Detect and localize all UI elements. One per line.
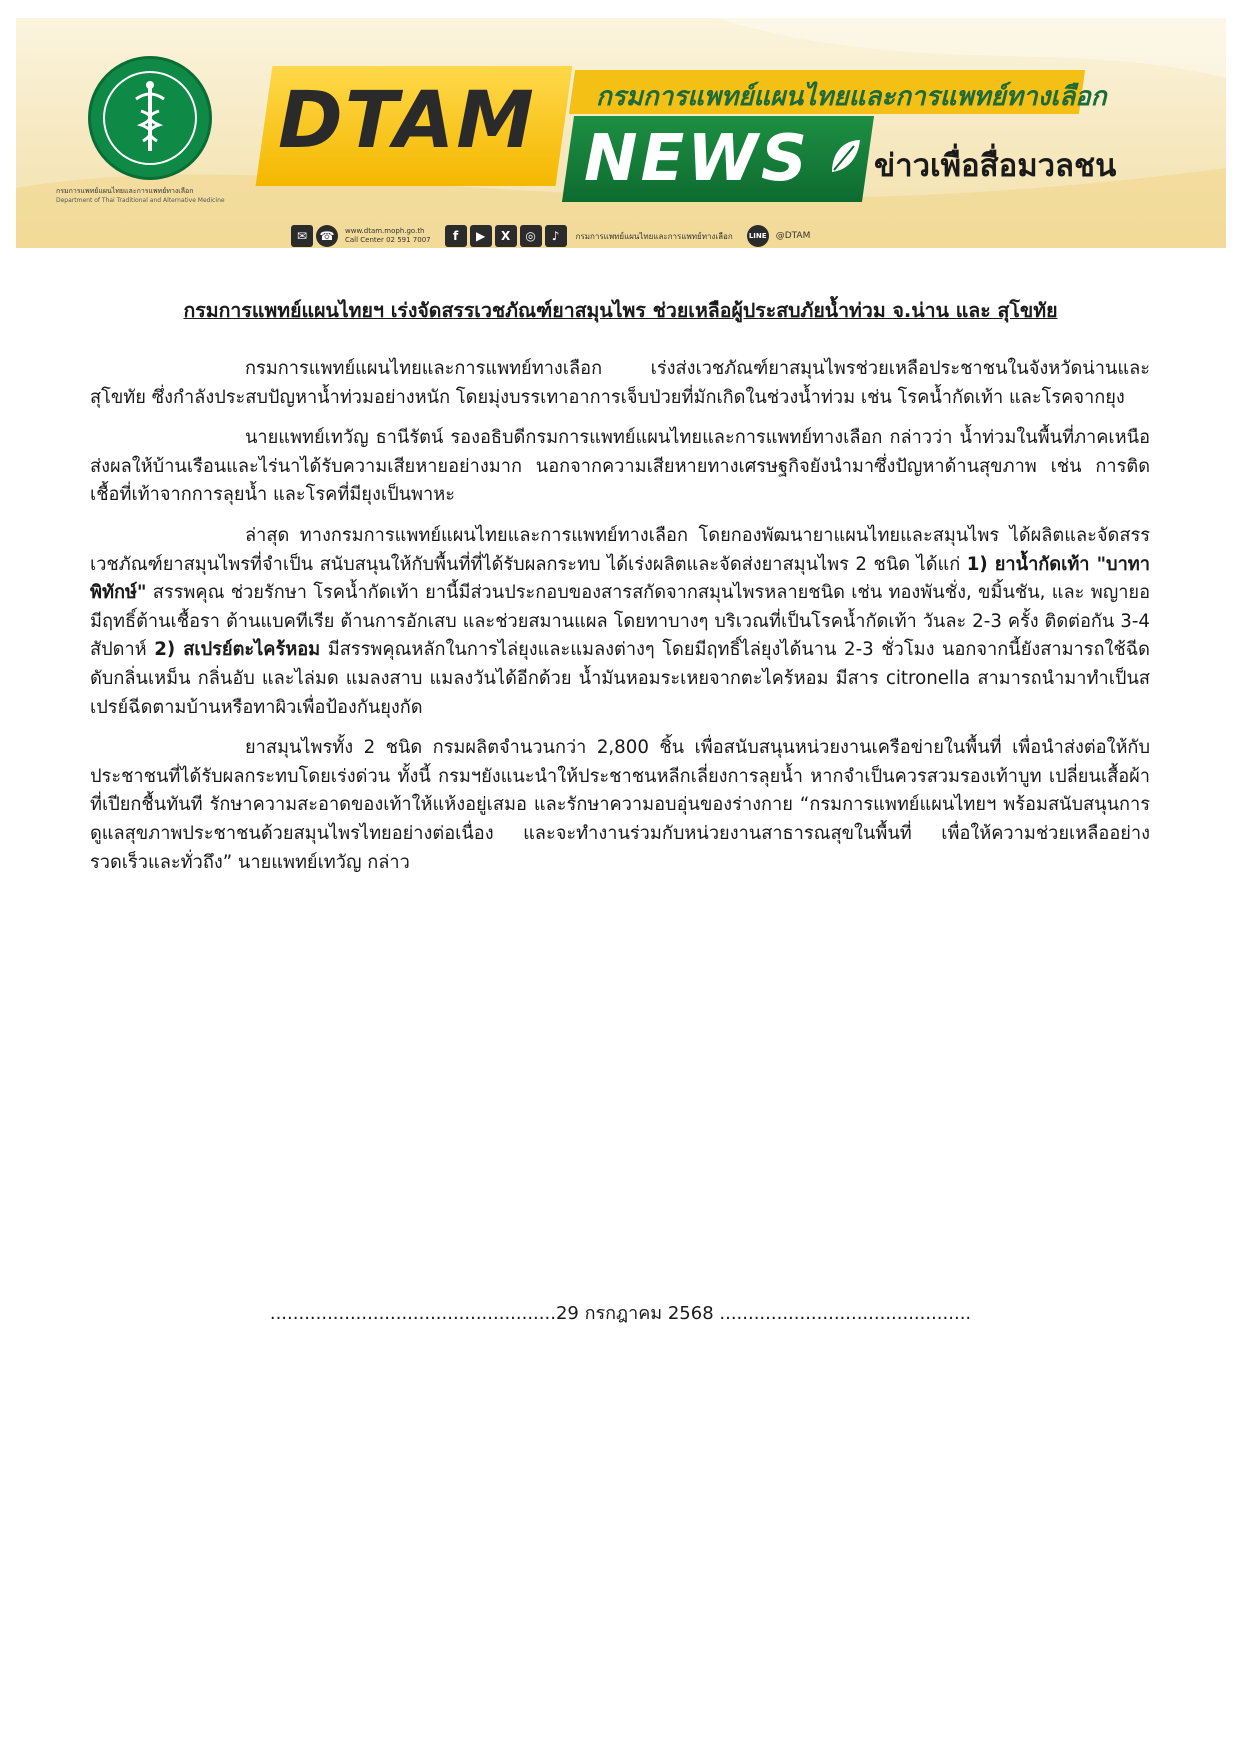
x-icon[interactable]: X bbox=[495, 225, 517, 247]
logo-caption-thai: กรมการแพทย์แผนไทยและการแพทย์ทางเลือก bbox=[56, 187, 194, 195]
call-center-text: Call Center 02 591 7007 bbox=[345, 236, 431, 244]
news-wordmark: NEWS bbox=[584, 122, 810, 196]
instagram-icon[interactable]: ◎ bbox=[520, 225, 542, 247]
phone-icon[interactable]: ☎ bbox=[316, 225, 338, 247]
mail-icon[interactable]: ✉ bbox=[291, 225, 313, 247]
contact-info bbox=[345, 227, 431, 245]
leaf-icon bbox=[828, 136, 862, 176]
product-1-description: สรรพคุณ ช่วยรักษา โรคน้ำกัดเท้า ยานี้มีส่วนประกอบของสารสกัดจากสมุนไพรหลายชนิด เช่น ทองพันชั่ง, ขมิ้นชัน, และ พญายอ มีฤทธิ์ต้านเชื้อรา ต้านแบคทีเรีย ต้านการอักเสบ และช่วยสมานแผล โดยทาบางๆ บริเวณที่เป็นโรคน้ำกัดเท้า วันละ 2-3 ครั้ง ติดต่อกัน 3-4 สัปดาห์ bbox=[90, 582, 1150, 661]
logo-caption-english: Department of Thai Traditional and Alternative Medicine bbox=[56, 197, 225, 204]
paragraph-3-intro: ล่าสุด ทางกรมการแพทย์แผนไทยและการแพทย์ทางเลือก โดยกองพัฒนายาแผนไทยและสมุนไพร ได้ผลิตและจัดสรรเวชภัณฑ์ยาสมุนไพรที่จำเป็น สนับสนุนให้กับพื้นที่ที่ได้รับผลกระทบ ได้เร่งผลิตและจัดส่งยาสมุนไพร 2 ชนิด ได้แก่ bbox=[90, 524, 1150, 575]
youtube-icon[interactable]: ▶ bbox=[470, 225, 492, 247]
dtam-wordmark: DTAM bbox=[278, 76, 536, 166]
product-1-name: 1) ยาน้ำกัดเท้า "บาทาพิทักษ์" bbox=[90, 553, 1150, 604]
paragraph-3 bbox=[90, 522, 1150, 722]
contact-row bbox=[291, 223, 810, 248]
caduceus-seal-icon bbox=[88, 56, 212, 180]
paragraph-1: กรมการแพทย์แผนไทยและการแพทย์ทางเลือก เร่งส่งเวชภัณฑ์ยาสมุนไพรช่วยเหลือประชาชนในจังหวัดน่านและสุโขทัย ซึ่งกำลังประสบปัญหาน้ำท่วมอย่างหนัก โดยมุ่งบรรเทาอาการเจ็บป่วยที่มักเกิดในช่วงน้ำท่วม เช่น โรคน้ำกัดเท้า และโรคจากยุง bbox=[90, 358, 1150, 408]
product-2-description: มีสรรพคุณหลักในการไล่ยุงและแมลงต่างๆ โดยมีฤทธิ์ไล่ยุงได้นาน 2-3 ชั่วโมง นอกจากนี้ยังสามารถใช้ฉีดดับกลิ่นเหม็น กลิ่นอับ และไล่มด แมลงสาบ แมลงวันได้อีกด้วย น้ำมันหอมระเหยจากตะไคร้หอม มีสาร citronella สามารถนำมาทำเป็นสเปรย์ฉีดตามบ้านหรือทาผิวเพื่อป้องกันยุงกัด bbox=[90, 639, 1150, 718]
dateline: ..................................................29 กรกฎาคม 2568 ............................................ bbox=[269, 1303, 972, 1324]
line-icon[interactable]: LINE bbox=[747, 225, 769, 247]
paragraph-2: นายแพทย์เทวัญ ธานีรัตน์ รองอธิบดีกรมการแพทย์แผนไทยและการแพทย์ทางเลือก กล่าวว่า น้ำท่วมในพื้นที่ภาคเหนือส่งผลให้บ้านเรือนและไร่นาได้รับความเสียหายอย่างมาก นอกจากความเสียหายทางเศรษฐกิจยังนำมาซึ่งปัญหาด้านสุขภาพ เช่น การติดเชื้อที่เท้าจากการลุยน้ำ และโรคที่มียุงเป็นพาหะ bbox=[90, 427, 1150, 506]
ministry-logo bbox=[56, 56, 225, 204]
website-text[interactable]: www.dtam.moph.go.th bbox=[345, 227, 425, 235]
paragraph-4: ยาสมุนไพรทั้ง 2 ชนิด กรมผลิตจำนวนกว่า 2,800 ชิ้น เพื่อสนับสนุนหน่วยงานเครือข่ายในพื้นที่ เพื่อนำส่งต่อให้กับประชาชนที่ได้รับผลกระทบโดยเร่งด่วน ทั้งนี้ กรมฯยังแนะนำให้ประชาชนหลีกเลี่ยงการลุยน้ำ หากจำเป็นควรสวมรองเท้าบูท เปลี่ยนเสื้อผ้าที่เปียกชื้นทันที รักษาความสะอาดของเท้าให้แห้งอยู่เสมอ และรักษาความอบอุ่นของร่างกาย “กรมการแพทย์แผนไทยฯ พร้อมสนับสนุนการดูแลสุขภาพประชาชนด้วยสมุนไพรไทยอย่างต่อเนื่อง และจะทำงานร่วมกับหน่วยงานสาธารณสุขในพื้นที่ เพื่อให้ความช่วยเหลืออย่างรวดเร็วและทั่วถึง” นายแพทย์เทวัญ กล่าว bbox=[90, 737, 1150, 873]
article-body bbox=[90, 355, 1150, 889]
press-release-label: ข่าวเพื่อสื่อมวลชน bbox=[874, 148, 1117, 184]
header-banner bbox=[16, 18, 1226, 248]
facebook-icon[interactable]: f bbox=[445, 225, 467, 247]
social-account-name: กรมการแพทย์แผนไทยและการแพทย์ทางเลือก bbox=[575, 231, 733, 241]
tiktok-icon[interactable]: ♪ bbox=[545, 225, 567, 247]
line-id: @DTAM bbox=[775, 231, 811, 241]
article-headline: กรมการแพทย์แผนไทยฯ เร่งจัดสรรเวชภัณฑ์ยาสมุนไพร ช่วยเหลือผู้ประสบภัยน้ำท่วม จ.น่าน และ สุโขทัย bbox=[183, 299, 1058, 322]
product-2-name: 2) สเปรย์ตะไคร้หอม bbox=[154, 639, 321, 661]
department-name: กรมการแพทย์แผนไทยและการแพทย์ทางเลือก bbox=[596, 82, 1107, 112]
